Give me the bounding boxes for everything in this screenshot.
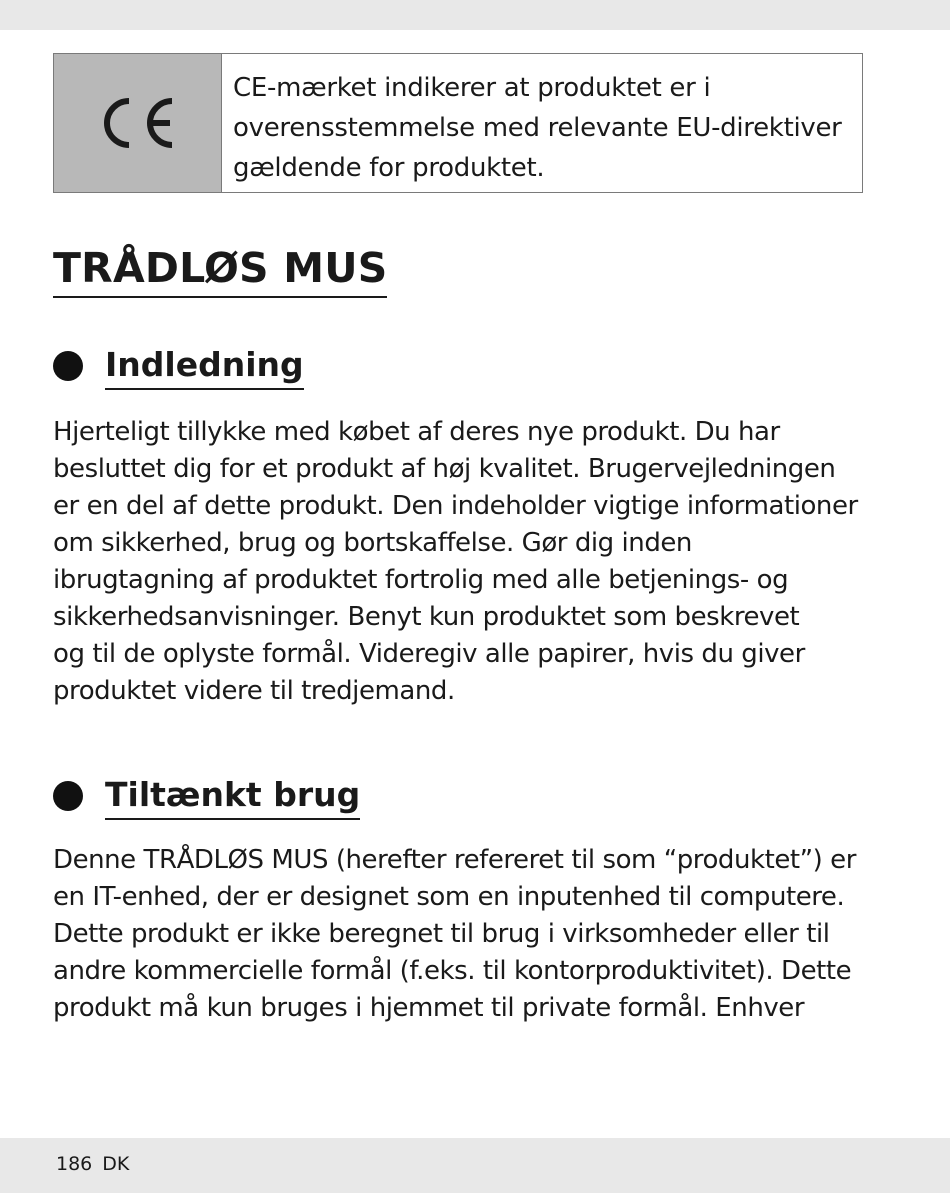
bullet-icon	[53, 781, 83, 811]
paragraph-line: sikkerhedsanvisninger. Benyt kun produktet som beskrevet	[53, 602, 800, 632]
paragraph-line: en IT-enhed, der er designet som en inputenhed til computere.	[53, 882, 845, 912]
ce-mark-icon	[98, 93, 178, 153]
top-band	[0, 0, 950, 30]
paragraph-line: ibrugtagning af produktet fortrolig med alle betjenings- og	[53, 565, 789, 595]
introduction-paragraph	[53, 414, 883, 710]
paragraph-line: besluttet dig for et produkt af høj kvalitet. Brugervejledningen	[53, 454, 836, 484]
ce-notice-line: CE-mærket indikerer at produktet er i	[233, 73, 711, 103]
section-heading-label: Tiltænkt brug	[105, 772, 360, 820]
page-footer	[56, 1151, 129, 1177]
bullet-icon	[53, 351, 83, 381]
ce-mark-cell	[54, 54, 222, 192]
ce-notice-text	[222, 54, 854, 192]
paragraph-line: Denne TRÅDLØS MUS (herefter refereret til som “produktet”) er	[53, 845, 856, 875]
paragraph-line: er en del af dette produkt. Den indeholder vigtige informationer	[53, 491, 858, 521]
language-code: DK	[102, 1153, 130, 1175]
intended-use-paragraph	[53, 842, 883, 1027]
ce-notice-line: overensstemmelse med relevante EU-direktiver	[233, 113, 842, 143]
page-number: 186	[56, 1153, 93, 1175]
paragraph-line: andre kommercielle formål (f.eks. til kontorproduktivitet). Dette	[53, 956, 852, 986]
footer-band	[0, 1138, 950, 1193]
section-heading-label: Indledning	[105, 342, 304, 390]
paragraph-line: og til de oplyste formål. Videregiv alle papirer, hvis du giver	[53, 639, 805, 669]
paragraph-line: Hjerteligt tillykke med købet af deres nye produkt. Du har	[53, 417, 780, 447]
paragraph-line: Dette produkt er ikke beregnet til brug i virksomheder eller til	[53, 919, 830, 949]
paragraph-line: om sikkerhed, brug og bortskaffelse. Gør dig inden	[53, 528, 692, 558]
ce-notice-box	[53, 53, 863, 193]
ce-notice-line: gældende for produktet.	[233, 153, 545, 183]
paragraph-line: produkt må kun bruges i hjemmet til private formål. Enhver	[53, 993, 805, 1023]
page-title: TRÅDLØS MUS	[53, 240, 387, 298]
paragraph-line: produktet videre til tredjemand.	[53, 676, 455, 706]
section-heading-intended-use	[53, 772, 360, 820]
section-heading-introduction	[53, 342, 304, 390]
